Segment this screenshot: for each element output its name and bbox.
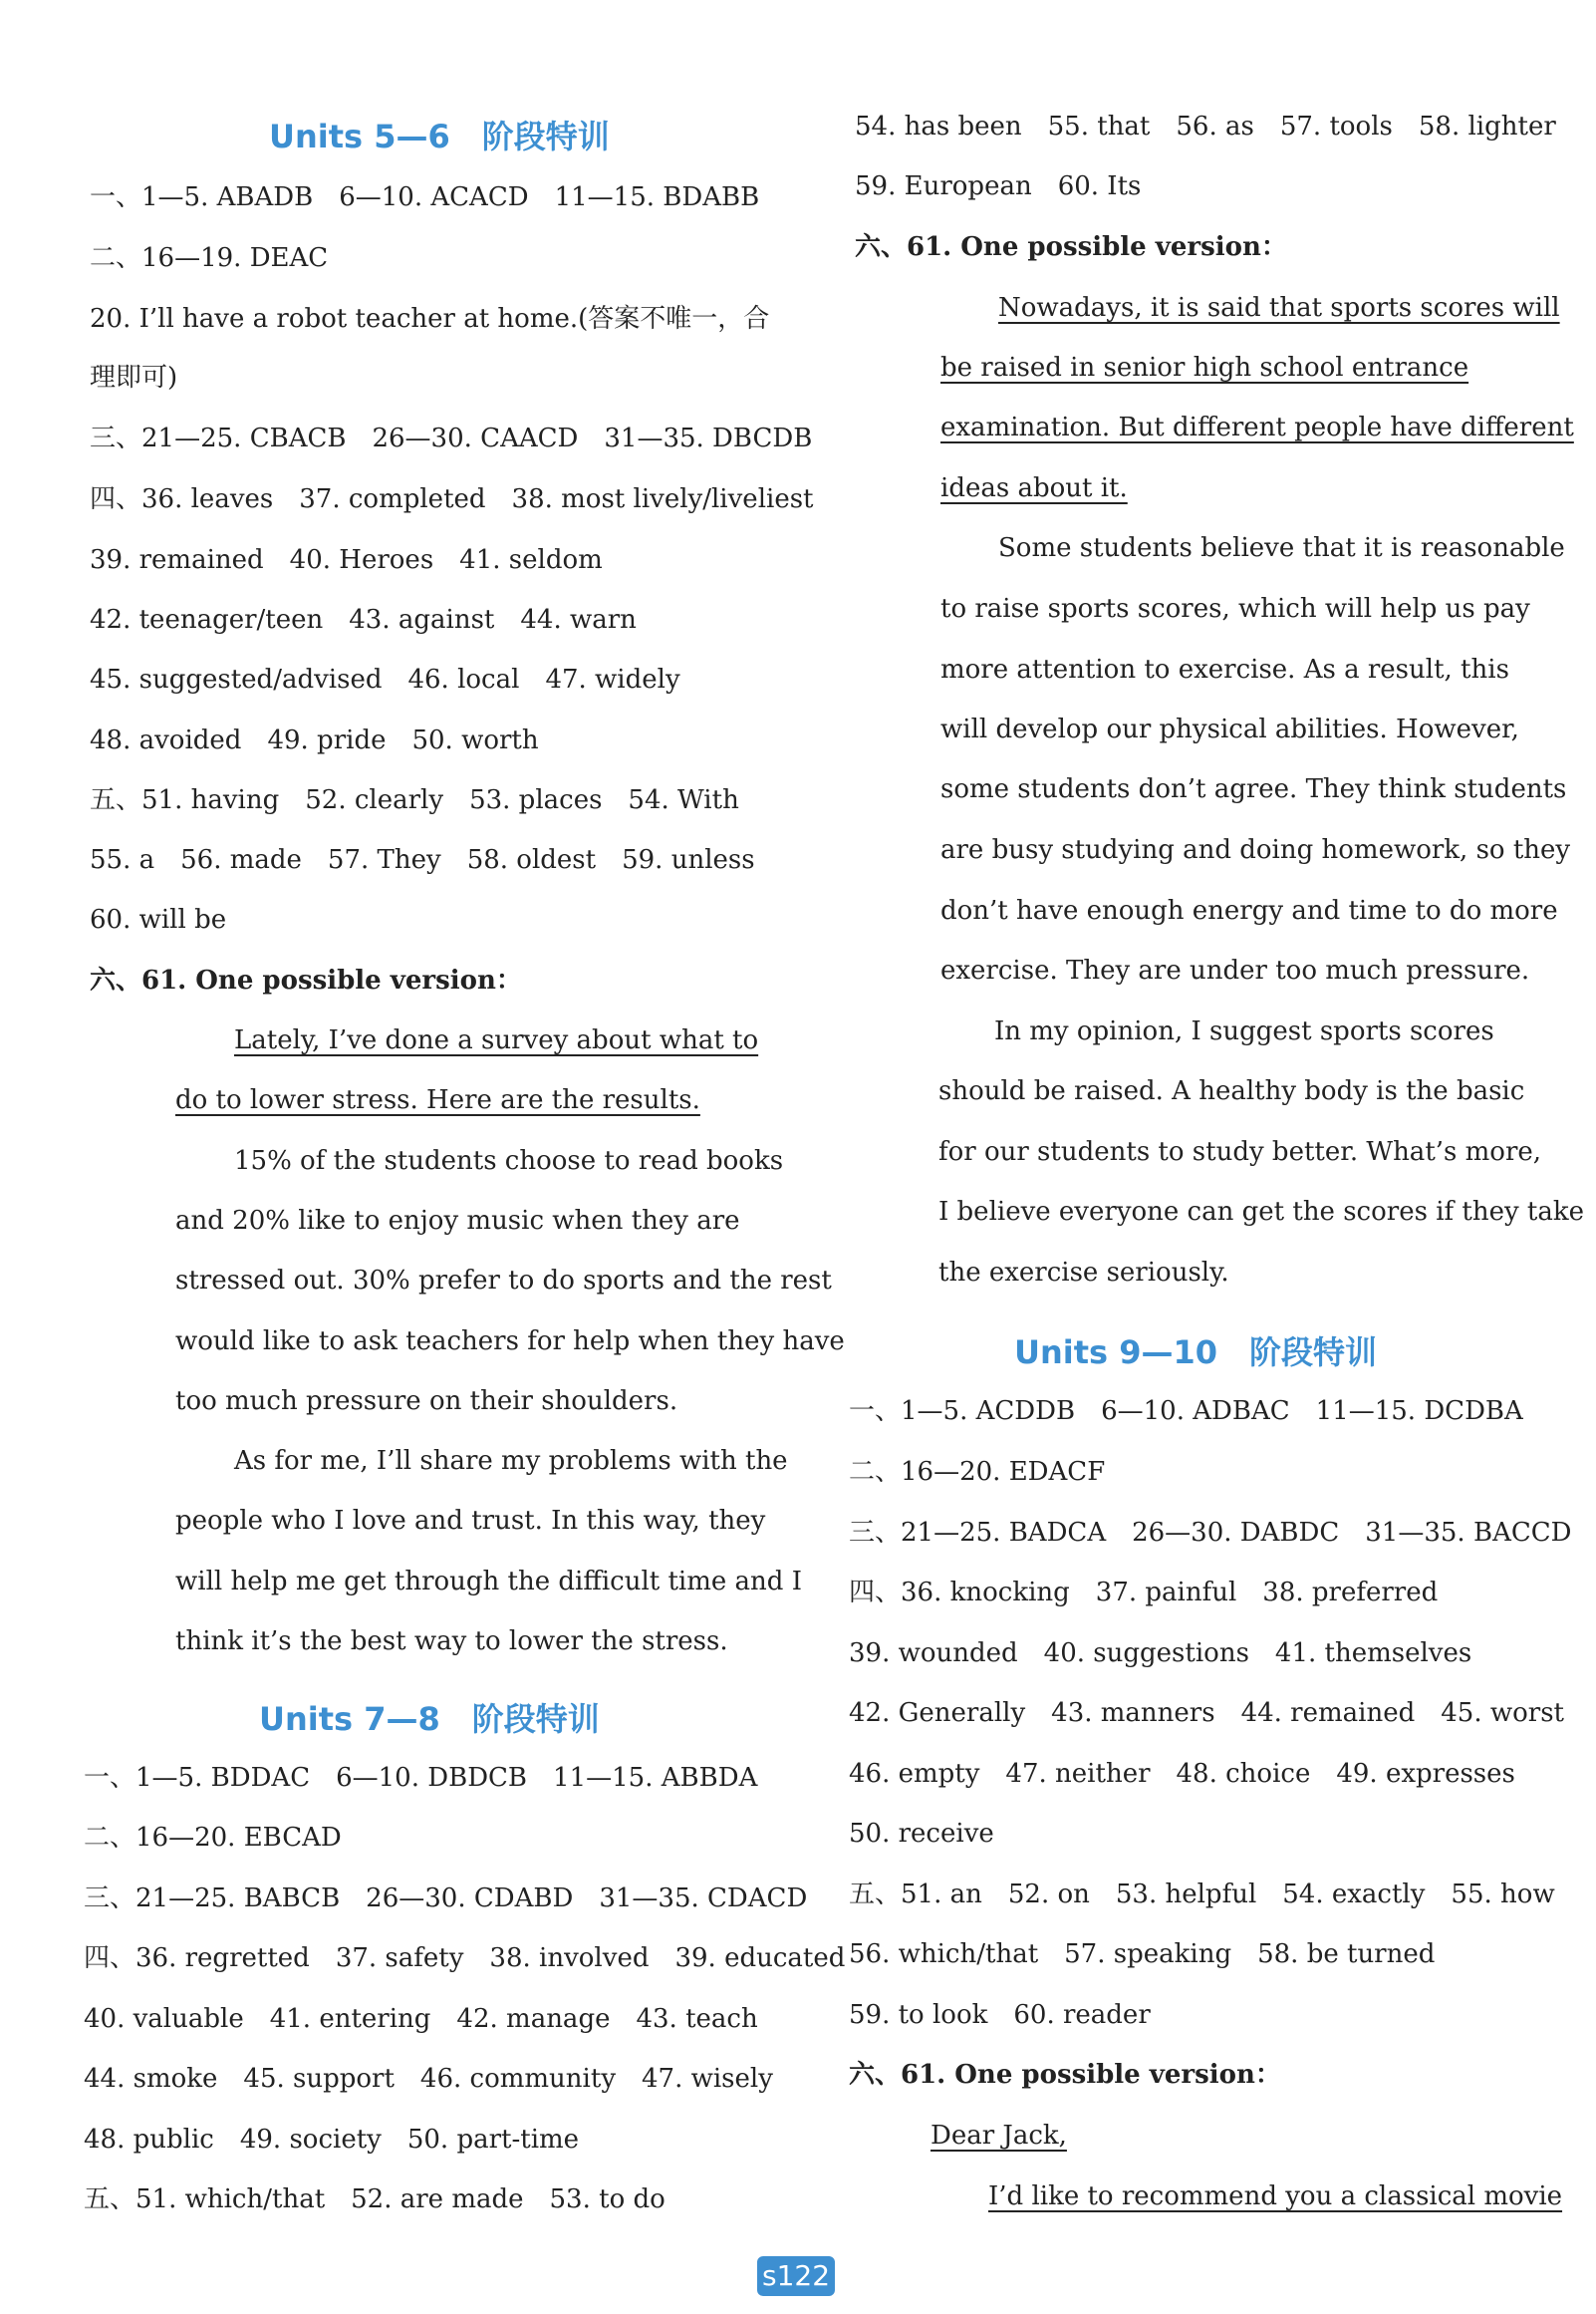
answer-line: 54. has been 55. that 56. as 57. tools 58. lighter bbox=[855, 112, 1556, 142]
answer-line: 三、21—25. CBACB 26—30. CAACD 31—35. DBCDB bbox=[90, 424, 813, 453]
essay-line: think it’s the best way to lower the stress. bbox=[175, 1626, 728, 1656]
essay-line: more attention to exercise. As a result, this bbox=[940, 655, 1509, 685]
essay-line: ideas about it. bbox=[940, 473, 1128, 503]
essay-line: don’t have enough energy and time to do more bbox=[940, 896, 1558, 926]
essay-line: will help me get through the difficult time and I bbox=[175, 1567, 802, 1596]
answer-line: 二、16—20. EDACF bbox=[849, 1457, 1106, 1487]
answer-line: 50. receive bbox=[849, 1819, 994, 1849]
answer-line: 三、21—25. BADCA 26—30. DABDC 31—35. BACCD bbox=[849, 1518, 1572, 1548]
essay-line: for our students to study better. What’s more, bbox=[938, 1137, 1542, 1167]
answer-line: 二、16—19. DEAC bbox=[90, 243, 329, 273]
answer-line: 39. remained 40. Heroes 41. seldom bbox=[90, 545, 603, 575]
answer-line: 理即可) bbox=[90, 363, 178, 393]
answer-line: 39. wounded 40. suggestions 41. themselves bbox=[849, 1638, 1472, 1668]
essay-line: are busy studying and doing homework, so they bbox=[940, 835, 1571, 865]
essay-label: 六、61. One possible version： bbox=[849, 2060, 1281, 2090]
answer-line: 45. suggested/advised 46. local 47. widely bbox=[90, 665, 680, 695]
answer-line: 五、51. having 52. clearly 53. places 54. With bbox=[90, 785, 739, 815]
essay-line: some students don’t agree. They think students bbox=[940, 774, 1567, 804]
answer-line: 44. smoke 45. support 46. community 47. wisely bbox=[84, 2064, 773, 2094]
answer-line: 三、21—25. BABCB 26—30. CDABD 31—35. CDACD bbox=[84, 1883, 808, 1913]
essay-line: be raised in senior high school entrance bbox=[940, 353, 1469, 383]
essay-line: exercise. They are under too much pressure. bbox=[940, 956, 1530, 986]
essay-line: Nowadays, it is said that sports scores will bbox=[998, 293, 1560, 323]
page-number: s122 bbox=[757, 2256, 835, 2296]
essay-line: people who I love and trust. In this way, they bbox=[175, 1506, 766, 1536]
essay-line: to raise sports scores, which will help us pay bbox=[940, 594, 1530, 624]
section-heading-units-9-10: Units 9—10 阶段特训 bbox=[1014, 1333, 1378, 1371]
answer-line: 四、36. leaves 37. completed 38. most lively/liveliest bbox=[90, 484, 814, 514]
answer-line: 40. valuable 41. entering 42. manage 43. teach bbox=[84, 2004, 758, 2034]
section-heading-units-7-8: Units 7—8 阶段特训 bbox=[259, 1700, 600, 1738]
answer-line: 48. public 49. society 50. part-time bbox=[84, 2125, 580, 2155]
essay-line: 15% of the students choose to read books bbox=[234, 1146, 784, 1176]
answer-line: 59. European 60. Its bbox=[855, 171, 1142, 201]
essay-line: stressed out. 30% prefer to do sports and the rest bbox=[175, 1266, 832, 1296]
answer-line: 四、36. regretted 37. safety 38. involved 39. educated bbox=[84, 1943, 846, 1973]
essay-line: examination. But different people have different bbox=[940, 413, 1574, 442]
essay-line: Lately, I’ve done a survey about what to bbox=[234, 1025, 759, 1055]
essay-label: 六、61. One possible version： bbox=[90, 966, 522, 996]
essay-line: would like to ask teachers for help when they have bbox=[175, 1326, 845, 1356]
answer-line: 四、36. knocking 37. painful 38. preferred bbox=[849, 1578, 1439, 1607]
answer-line: 42. teenager/teen 43. against 44. warn bbox=[90, 605, 637, 635]
answer-line: 56. which/that 57. speaking 58. be turned bbox=[849, 1939, 1436, 1969]
answer-line: 42. Generally 43. manners 44. remained 45. worst bbox=[849, 1698, 1564, 1728]
letter-salutation: Dear Jack, bbox=[931, 2121, 1067, 2151]
essay-line: too much pressure on their shoulders. bbox=[175, 1386, 678, 1416]
answer-line: 46. empty 47. neither 48. choice 49. expresses bbox=[849, 1759, 1515, 1789]
essay-line: In my opinion, I suggest sports scores bbox=[994, 1016, 1494, 1046]
answer-line: 20. I’ll have a robot teacher at home.(答案不唯一，合 bbox=[90, 304, 770, 334]
answer-line: 一、1—5. ACDDB 6—10. ADBAC 11—15. DCDBA bbox=[849, 1396, 1523, 1426]
answer-line: 59. to look 60. reader bbox=[849, 2000, 1151, 2030]
essay-label: 六、61. One possible version： bbox=[855, 232, 1287, 262]
answer-line: 55. a 56. made 57. They 58. oldest 59. unless bbox=[90, 845, 755, 875]
answer-line: 二、16—20. EBCAD bbox=[84, 1823, 342, 1853]
answer-line: 五、51. which/that 52. are made 53. to do bbox=[84, 2184, 665, 2214]
essay-line: do to lower stress. Here are the results. bbox=[175, 1085, 700, 1115]
essay-line: Some students believe that it is reasonable bbox=[998, 533, 1565, 563]
essay-line: I’d like to recommend you a classical movie bbox=[988, 2181, 1563, 2211]
essay-line: and 20% like to enjoy music when they are bbox=[175, 1206, 740, 1236]
answer-line: 五、51. an 52. on 53. helpful 54. exactly 55. how bbox=[849, 1880, 1555, 1909]
section-heading-units-5-6: Units 5—6 阶段特训 bbox=[269, 118, 610, 155]
answer-line: 60. will be bbox=[90, 905, 227, 935]
essay-line: will develop our physical abilities. However, bbox=[940, 715, 1519, 744]
essay-line: As for me, I’ll share my problems with the bbox=[234, 1446, 788, 1476]
answer-line: 48. avoided 49. pride 50. worth bbox=[90, 725, 539, 755]
essay-line: should be raised. A healthy body is the basic bbox=[938, 1076, 1525, 1106]
essay-line: I believe everyone can get the scores if they take bbox=[938, 1197, 1585, 1227]
essay-line: the exercise seriously. bbox=[938, 1258, 1229, 1288]
answer-line: 一、1—5. ABADB 6—10. ACACD 11—15. BDABB bbox=[90, 182, 760, 212]
answer-line: 一、1—5. BDDAC 6—10. DBDCB 11—15. ABBDA bbox=[84, 1763, 758, 1793]
